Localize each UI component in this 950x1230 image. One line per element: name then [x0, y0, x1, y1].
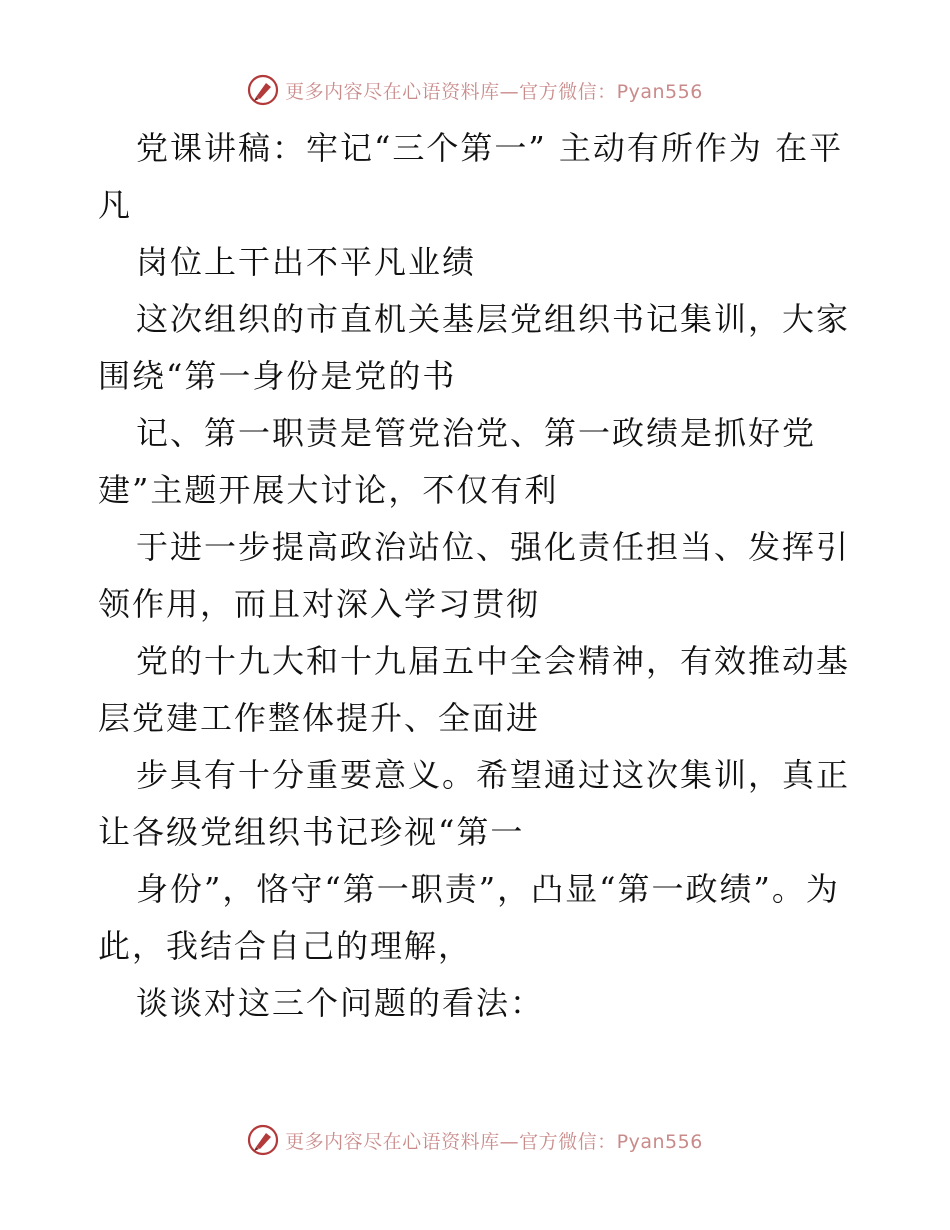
- line-text: 于进一步提高政治站位、强化责任担当、发挥引: [136, 528, 851, 566]
- paragraph-line: [98, 861, 858, 975]
- footer-watermark: [0, 1120, 950, 1160]
- paragraph-line: [98, 747, 858, 861]
- line-text: 围绕“第一身份是党的书: [98, 357, 457, 395]
- line-text: 让各级党组织书记珍视“第一: [98, 813, 525, 851]
- pen-nib-logo-icon: [247, 1124, 279, 1156]
- paragraph-line: [98, 519, 858, 633]
- watermark-text: 更多内容尽在心语资料库—官方微信：Pyan556: [285, 80, 703, 103]
- paragraph-line: [98, 291, 858, 405]
- paragraph-line: [98, 120, 858, 234]
- line-text: 党课讲稿：牢记“三个第一” 主动有所作为 在: [136, 129, 810, 167]
- watermark-text: 更多内容尽在心语资料库—官方微信：Pyan556: [285, 1130, 703, 1153]
- line-text: 党的十九大和十九届五中全会精神，有效推动基: [136, 642, 851, 680]
- line-text: 这次组织的市直机关基层党组织书记集训，大家: [136, 300, 851, 338]
- line-text: 建”主题开展大讨论，不仅有利: [98, 471, 559, 509]
- line-text: 平凡: [98, 129, 844, 224]
- line-text: 步具有十分重要意义。希望通过这次集训，真正: [136, 756, 851, 794]
- line-text: 层党建工作整体提升、全面进: [98, 699, 541, 737]
- header-watermark: [0, 70, 950, 110]
- line-text: 绩”。为此，我结合自己的理解，: [98, 870, 840, 965]
- line-text: 记、第一职责是管党治党、第一政绩是抓好党: [136, 414, 817, 452]
- line-text: 身份”，恪守“第一职责”，凸显“第一政: [136, 870, 720, 908]
- paragraph-line: [98, 234, 858, 291]
- paragraph-line: [98, 975, 858, 1032]
- line-text: 谈谈对这三个问题的看法：: [136, 984, 545, 1022]
- line-text: 领作用，而且对深入学习贯彻: [98, 585, 541, 623]
- paragraph-line: [98, 633, 858, 747]
- paragraph-line: [98, 405, 858, 519]
- pen-nib-logo-icon: [247, 74, 279, 106]
- line-text: 岗位上干出不平凡业绩: [136, 243, 477, 281]
- document-body: [98, 120, 858, 1032]
